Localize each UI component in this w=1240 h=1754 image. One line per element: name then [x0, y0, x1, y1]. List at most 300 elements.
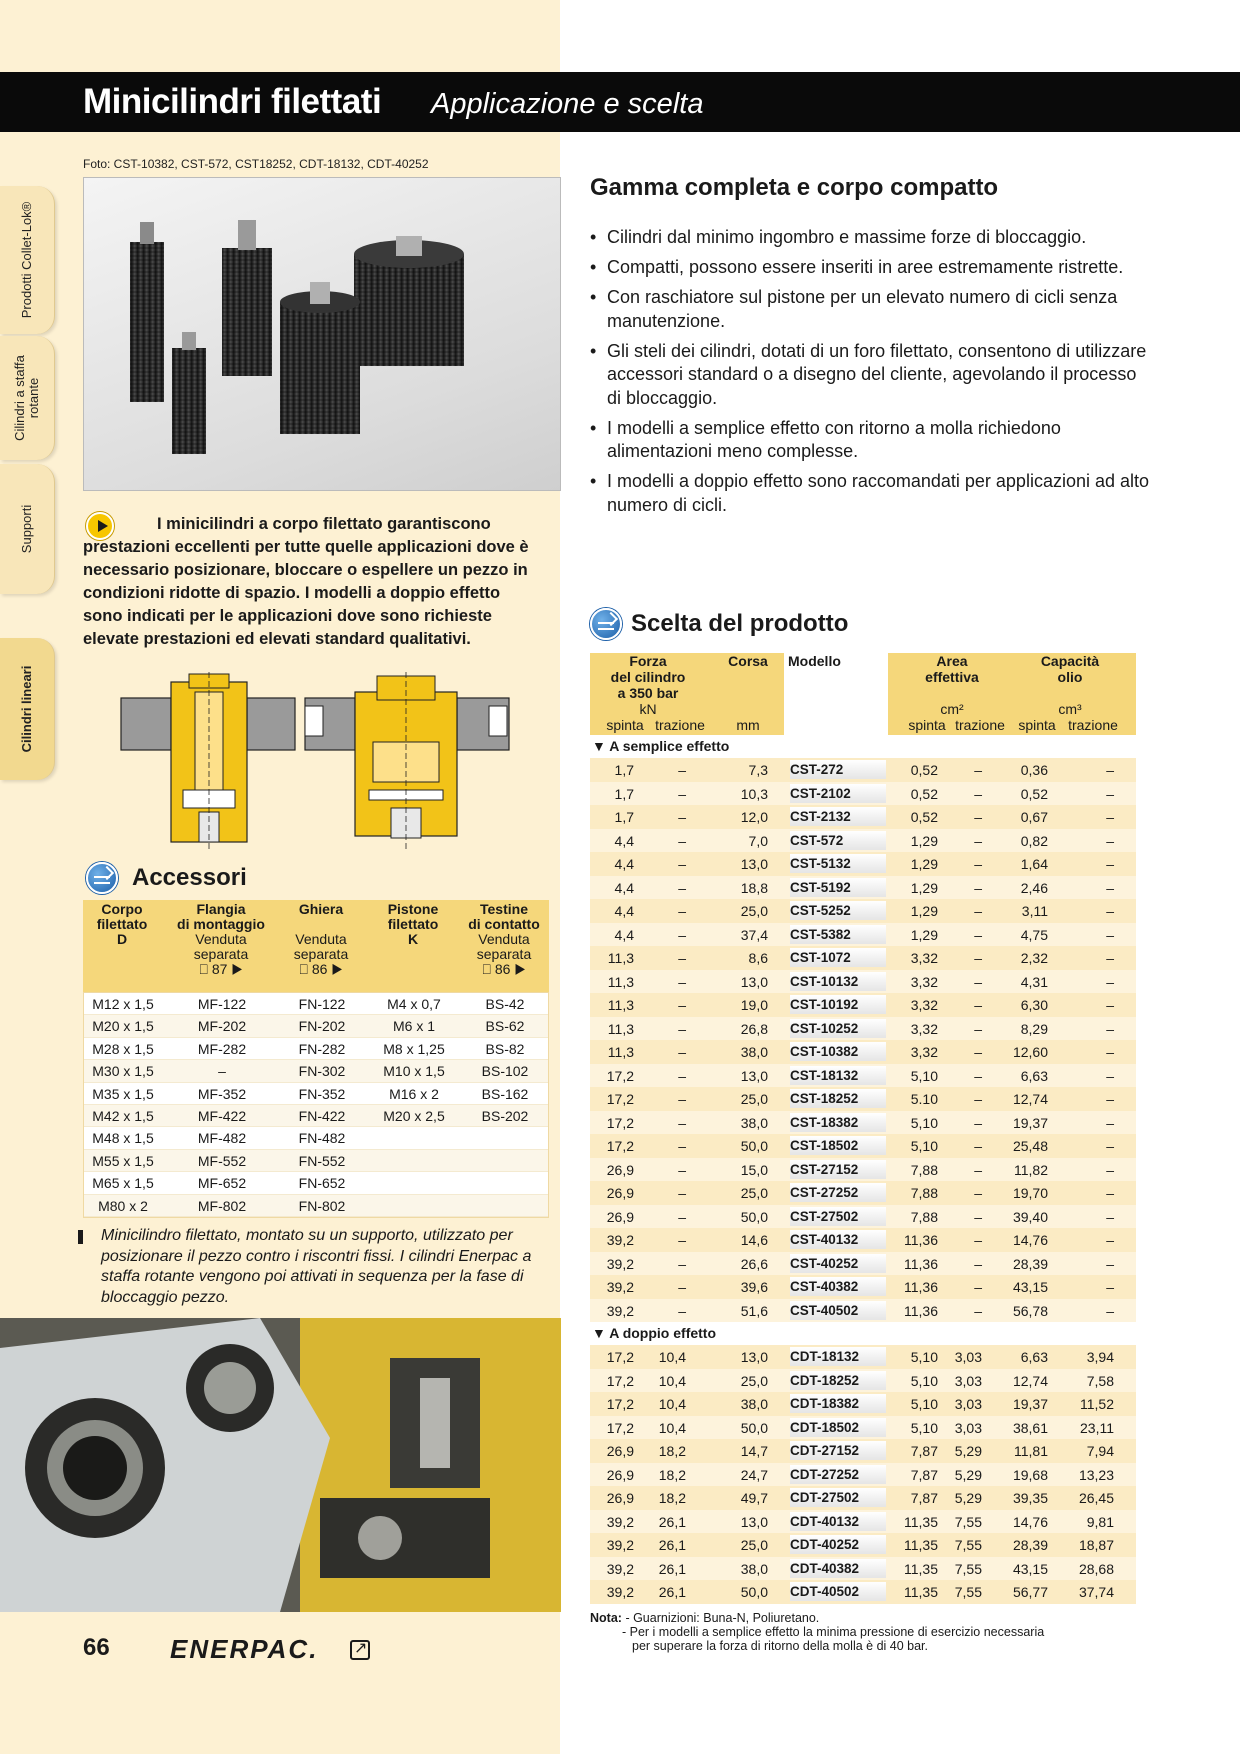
table-cell: 4,4	[614, 832, 634, 849]
page-title: Minicilindri filettati	[83, 82, 382, 121]
table-cell: 4,4	[614, 879, 634, 896]
model-code: CST-18132	[790, 1066, 886, 1085]
table-cell: 1,29	[910, 832, 938, 849]
model-code: CDT-18132	[790, 1347, 886, 1366]
application-photo	[0, 1318, 561, 1612]
accessories-table-header	[83, 900, 549, 992]
table-cell: 19,70	[1012, 1185, 1048, 1201]
table-cell: –	[1106, 856, 1114, 872]
table-group-rows	[590, 1345, 1136, 1604]
table-cell: 7,0	[748, 832, 768, 849]
model-code: CST-40252	[790, 1254, 886, 1273]
header-note: Venduta separata	[293, 931, 349, 962]
table-cell: 5,10	[910, 1396, 938, 1412]
table-row	[590, 1510, 1136, 1534]
table-cell: 1,29	[910, 879, 938, 896]
accessory-cell: FN-302	[298, 1063, 346, 1080]
accessory-row	[84, 1038, 548, 1060]
table-cell: 39,2	[606, 1255, 634, 1272]
table-cell: 3,03	[954, 1372, 982, 1389]
side-tab-label: Prodotti Collet-Lok®	[19, 201, 34, 319]
accessory-cell: MF-422	[197, 1107, 247, 1124]
table-row	[590, 1486, 1136, 1510]
globe-icon	[86, 862, 118, 894]
side-tab-collet-lok[interactable]	[0, 186, 55, 334]
accessory-cell: FN-352	[298, 1085, 346, 1102]
table-cell: 10,4	[658, 1372, 686, 1389]
table-cell: 0,52	[910, 785, 938, 802]
header-label: di montaggio	[177, 916, 265, 932]
table-cell: –	[678, 903, 686, 919]
table-cell: 7,88	[910, 1161, 938, 1178]
table-cell: 0,67	[1020, 809, 1048, 825]
table-cell: 25,0	[740, 1537, 768, 1553]
accessory-cell: FN-202	[298, 1018, 346, 1035]
table-cell: –	[1106, 1232, 1114, 1248]
table-cell: –	[974, 1161, 982, 1178]
header-sub: trazione	[955, 717, 1005, 733]
model-code: CDT-27252	[790, 1465, 886, 1484]
side-tab-supporti[interactable]	[0, 464, 55, 594]
accessory-cell: M55 x 1,5	[92, 1152, 154, 1169]
header-label: filettato	[96, 916, 148, 932]
table-row	[590, 1345, 1136, 1369]
table-cell: 28,68	[1078, 1560, 1114, 1577]
table-row	[590, 1369, 1136, 1393]
accessory-cell: FN-422	[298, 1107, 346, 1124]
table-cell: –	[974, 1020, 982, 1037]
table-cell: 5,10	[910, 1419, 938, 1436]
table-cell: 3,03	[954, 1396, 982, 1412]
accessories-table-body	[83, 992, 549, 1218]
accessory-cell: M4 x 0,7	[387, 996, 441, 1012]
note-line: - Per i modelli a semplice effetto la minima pressione di esercizio necessaria	[622, 1625, 1045, 1639]
table-cell: 1,7	[614, 809, 634, 825]
table-cell: 17,2	[606, 1396, 634, 1412]
table-cell: 3,32	[910, 973, 938, 990]
table-cell: 5,10	[910, 1067, 938, 1084]
accessory-cell: M65 x 1,5	[92, 1175, 154, 1192]
table-cell: –	[1106, 926, 1114, 943]
table-cell: 56,78	[1012, 1302, 1048, 1319]
table-cell: 7,55	[954, 1584, 982, 1600]
table-cell: 39,2	[606, 1560, 634, 1577]
table-cell: 10,4	[658, 1419, 686, 1436]
accessory-row	[84, 1105, 548, 1127]
accessory-cell: MF-352	[197, 1085, 247, 1102]
table-group-rows	[590, 758, 1136, 1322]
table-cell: –	[678, 1138, 686, 1154]
accessory-cell: MF-652	[197, 1175, 247, 1192]
table-cell: 1,64	[1020, 856, 1048, 872]
side-tab-label: Cilindri lineari	[19, 665, 34, 753]
header-label: di contatto	[468, 916, 540, 932]
header-sub: trazione	[1068, 717, 1118, 733]
page-ref-text: 86 ▶	[494, 961, 526, 977]
table-cell: –	[974, 1091, 982, 1107]
table-cell: –	[1106, 832, 1114, 849]
table-cell: –	[1106, 1138, 1114, 1154]
table-row	[590, 758, 1136, 782]
page-ref[interactable]	[459, 962, 549, 977]
table-cell: 28,39	[1012, 1537, 1048, 1553]
table-cell: 8,29	[1020, 1020, 1048, 1037]
table-cell: 25,0	[740, 1185, 768, 1201]
intro-text: I minicilindri a corpo filettato garantiscono prestazioni eccellenti per tutte quelle applicazioni dove è necessario posizionare, bloccare o espellere un pezzo in condizioni ridotte di spazio. I modelli a doppio effetto sono indicati per le applicazioni dove sono richieste elevate prestazioni ed elevati standard qualitativi.	[83, 515, 529, 648]
table-cell: –	[1106, 879, 1114, 896]
accessory-cell: M30 x 1,5	[92, 1063, 154, 1080]
accessory-cell: BS-82	[485, 1040, 525, 1057]
table-cell: 5,29	[954, 1490, 982, 1506]
page-number: 66	[83, 1634, 110, 1661]
table-cell: 4,31	[1020, 973, 1048, 990]
table-cell: 7,87	[910, 1490, 938, 1506]
note-line: - Guarnizioni: Buna-N, Poliuretano.	[625, 1611, 820, 1625]
table-cell: 12,60	[1012, 1044, 1048, 1060]
table-row	[590, 1134, 1136, 1158]
table-cell: 15,0	[740, 1161, 768, 1178]
table-cell: –	[678, 832, 686, 849]
header-forza	[600, 653, 696, 717]
table-row	[590, 970, 1136, 994]
table-cell: 7,58	[1086, 1372, 1114, 1389]
table-cell: –	[1106, 903, 1114, 919]
table-cell: 3,32	[910, 1044, 938, 1060]
table-cell: 17,2	[606, 1419, 634, 1436]
table-cell: 13,23	[1078, 1466, 1114, 1483]
accessory-cell: M42 x 1,5	[92, 1107, 154, 1124]
header-unit: mm	[736, 717, 760, 733]
table-row	[590, 899, 1136, 923]
table-row	[590, 1439, 1136, 1463]
feature-bullet: • I modelli a semplice effetto con ritorno a molla richiedono alimentazioni meno complesse.	[590, 417, 1150, 464]
table-cell: –	[678, 1020, 686, 1037]
table-cell: 4,75	[1020, 926, 1048, 943]
table-cell: 13,0	[740, 1067, 768, 1084]
table-cell: 43,15	[1012, 1560, 1048, 1577]
table-cell: 13,0	[740, 1349, 768, 1365]
product-photo	[83, 177, 561, 491]
table-cell: –	[974, 1185, 982, 1201]
header-label: olio	[1057, 669, 1083, 685]
table-cell: 17,2	[606, 1114, 634, 1131]
table-cell: 7,87	[910, 1443, 938, 1459]
caption-marker	[78, 1230, 83, 1244]
table-cell: 25,0	[740, 1091, 768, 1107]
table-cell: 26,1	[658, 1537, 686, 1553]
photo-caption-text: Minicilindro filettato, montato su un supporto, utilizzato per posizionare il pezzo contro i riscontri fissi. I cilindri Enerpac a staffa rotante vengono poi attivati in sequenza per la fase di bloccaggio pezzo.	[101, 1227, 532, 1306]
table-row	[590, 1463, 1136, 1487]
accessory-cell: MF-802	[197, 1197, 247, 1214]
accessory-cell: M80 x 2	[98, 1197, 148, 1214]
table-cell: –	[678, 1185, 686, 1201]
accessory-cell: BS-62	[485, 1018, 525, 1035]
header-label: K	[407, 931, 419, 947]
table-cell: 11,35	[904, 1537, 938, 1553]
table-row	[590, 829, 1136, 853]
accessory-cell: M28 x 1,5	[92, 1040, 154, 1057]
table-cell: 26,1	[658, 1584, 686, 1600]
table-cell: 14,6	[740, 1232, 768, 1248]
intro-paragraph	[83, 513, 543, 651]
table-cell: 5.10	[910, 1091, 938, 1107]
table-cell: 12,0	[740, 809, 768, 825]
table-cell: 1,7	[614, 785, 634, 802]
model-code: CST-18502	[790, 1136, 886, 1155]
header-label: Capacità	[1040, 653, 1100, 669]
table-cell: –	[678, 973, 686, 990]
model-code: CST-5132	[790, 854, 886, 873]
table-cell: –	[974, 785, 982, 802]
table-cell: 4,4	[614, 903, 634, 919]
table-cell: –	[974, 1138, 982, 1154]
table-cell: –	[974, 832, 982, 849]
page-icon: ⎕	[482, 961, 491, 977]
acc-col-flangia	[173, 902, 269, 977]
table-cell: 2,32	[1020, 950, 1048, 966]
table-cell: –	[678, 1208, 686, 1225]
enerpac-logo: ENERPAC.	[170, 1634, 319, 1664]
accessory-row	[84, 1015, 548, 1037]
table-cell: –	[974, 1302, 982, 1319]
accessory-row	[84, 1127, 548, 1149]
table-cell: 39,2	[606, 1279, 634, 1295]
photo-credit: Foto: CST-10382, CST-572, CST18252, CDT-18132, CDT-40252	[83, 157, 429, 171]
accessory-cell: MF-202	[197, 1018, 247, 1035]
table-cell: 11,3	[607, 997, 634, 1013]
header-label: D	[116, 931, 128, 947]
feature-bullet: • Compatti, possono essere inseriti in aree estremamente ristrette.	[590, 256, 1150, 280]
table-cell: 3,32	[910, 1020, 938, 1037]
acc-col-testine	[459, 902, 549, 977]
accessory-cell: FN-282	[298, 1040, 346, 1057]
table-cell: –	[678, 1067, 686, 1084]
acc-col-pistone	[373, 902, 453, 947]
accessory-cell: M35 x 1,5	[92, 1085, 154, 1102]
table-cell: 13,0	[740, 973, 768, 990]
header-corsa	[718, 653, 778, 669]
table-row	[590, 1275, 1136, 1299]
table-cell: 9,81	[1086, 1513, 1114, 1530]
table-cell: 39,2	[606, 1584, 634, 1600]
header-label: filettato	[387, 916, 439, 932]
header-label: Pistone	[387, 901, 439, 917]
model-code: CDT-18252	[790, 1371, 886, 1390]
table-cell: –	[974, 973, 982, 990]
table-cell: 18,2	[658, 1466, 686, 1483]
table-cell: 14,76	[1012, 1513, 1048, 1530]
product-table-header	[590, 653, 1136, 735]
table-row	[590, 876, 1136, 900]
model-code: CST-5382	[790, 925, 886, 944]
model-code: CST-5252	[790, 901, 886, 920]
accessory-cell: BS-102	[481, 1063, 529, 1080]
header-sub: spinta	[606, 717, 644, 733]
table-row	[590, 1392, 1136, 1416]
table-cell: –	[1106, 973, 1114, 990]
model-code: CST-2132	[790, 807, 886, 826]
table-cell: –	[678, 762, 686, 778]
table-cell: 25,48	[1012, 1138, 1048, 1154]
header-capacita	[1010, 653, 1130, 685]
table-cell: –	[1106, 1067, 1114, 1084]
table-cell: 7,88	[910, 1208, 938, 1225]
table-row	[590, 1580, 1136, 1604]
table-cell: –	[1106, 762, 1114, 778]
table-cell: –	[1106, 1161, 1114, 1178]
table-cell: 39,35	[1012, 1490, 1048, 1506]
table-row	[590, 1158, 1136, 1182]
table-cell: 10,4	[658, 1349, 686, 1365]
table-cell: 13,0	[740, 1513, 768, 1530]
table-cell: 11,3	[607, 1020, 634, 1037]
table-row	[590, 1205, 1136, 1229]
table-cell: 56,77	[1012, 1584, 1048, 1600]
table-row	[590, 782, 1136, 806]
table-cell: –	[678, 1114, 686, 1131]
table-cell: 25,0	[740, 903, 768, 919]
table-cell: –	[974, 903, 982, 919]
table-cell: –	[974, 997, 982, 1013]
table-cell: 4,4	[614, 856, 634, 872]
table-cell: 26,1	[658, 1513, 686, 1530]
header-label: Corsa	[728, 653, 768, 669]
features-list	[590, 226, 1150, 524]
table-cell: 24,7	[740, 1466, 768, 1483]
table-cell: 5,10	[910, 1349, 938, 1365]
page-ref[interactable]	[173, 962, 269, 977]
header-label: a 350 bar	[617, 685, 679, 701]
header-area	[896, 653, 1008, 685]
photo-caption	[83, 1226, 548, 1308]
header-note: Venduta separata	[193, 931, 249, 962]
table-cell: 23,11	[1080, 1419, 1114, 1436]
header-label: Forza	[629, 653, 667, 669]
table-cell: 18,2	[658, 1490, 686, 1506]
table-cell: –	[1106, 1279, 1114, 1295]
table-cell: –	[1106, 1044, 1114, 1060]
table-cell: 7,87	[910, 1466, 938, 1483]
model-code: CST-18382	[790, 1113, 886, 1132]
header-unit: cm²	[940, 701, 964, 717]
table-row	[590, 1252, 1136, 1276]
model-code: CST-40132	[790, 1230, 886, 1249]
table-cell: 6,63	[1020, 1067, 1048, 1084]
accessory-cell: M10 x 1,5	[383, 1063, 445, 1080]
table-cell: 38,0	[740, 1044, 768, 1060]
table-cell: 38,0	[740, 1560, 768, 1577]
page-icon: ⎕	[199, 961, 208, 977]
table-cell: 1,29	[910, 856, 938, 872]
table-cell: 14,76	[1012, 1232, 1048, 1248]
table-cell: –	[1106, 1114, 1114, 1131]
table-cell: 49,7	[740, 1490, 768, 1506]
header-unit: cm³	[1058, 701, 1082, 717]
note-line: per superare la forza di ritorno della molla è di 40 bar.	[632, 1639, 928, 1653]
table-cell: 11,82	[1014, 1161, 1048, 1178]
side-tab-cilindri-lineari[interactable]	[0, 638, 55, 780]
header-label: Corpo	[101, 901, 143, 917]
table-cell: 11,3	[607, 973, 634, 990]
model-code: CST-10382	[790, 1042, 886, 1061]
table-cell: 7,55	[954, 1537, 982, 1553]
table-cell: 3,94	[1086, 1349, 1114, 1365]
table-cell: –	[678, 1044, 686, 1060]
table-row	[590, 1064, 1136, 1088]
table-group-label: ▼ A doppio effetto	[592, 1325, 717, 1341]
model-code: CST-18252	[790, 1089, 886, 1108]
header-label: del cilindro	[610, 669, 686, 685]
cross-section-drawings	[115, 672, 515, 852]
table-cell: 26,9	[606, 1161, 634, 1178]
feature-bullet: • Cilindri dal minimo ingombro e massime forze di bloccaggio.	[590, 226, 1150, 250]
table-row	[590, 805, 1136, 829]
table-row	[590, 1111, 1136, 1135]
table-cell: –	[1106, 785, 1114, 802]
table-cell: –	[678, 1302, 686, 1319]
accessories-title: Accessori	[132, 864, 247, 891]
table-note	[590, 1611, 1044, 1653]
table-cell: 7,55	[954, 1513, 982, 1530]
table-cell: 17,2	[606, 1067, 634, 1084]
table-row	[590, 1087, 1136, 1111]
table-cell: –	[974, 879, 982, 896]
table-cell: –	[678, 879, 686, 896]
product-selection-table	[590, 653, 1136, 1604]
table-cell: 39,6	[740, 1279, 768, 1295]
table-cell: 6,30	[1020, 997, 1048, 1013]
table-cell: –	[1106, 1302, 1114, 1319]
page-ref[interactable]	[279, 962, 363, 977]
table-cell: 1,29	[910, 903, 938, 919]
table-cell: 11,81	[1014, 1443, 1048, 1459]
external-link-icon	[350, 1640, 370, 1660]
table-cell: 39,2	[606, 1537, 634, 1553]
model-code: CST-1072	[790, 948, 886, 967]
table-cell: –	[974, 809, 982, 825]
table-cell: 26,9	[606, 1208, 634, 1225]
table-cell: 26,9	[606, 1185, 634, 1201]
accessory-cell: FN-552	[298, 1152, 346, 1169]
table-cell: 0,52	[910, 762, 938, 778]
table-cell: 19,37	[1012, 1396, 1048, 1412]
model-code: CDT-40382	[790, 1559, 886, 1578]
table-cell: 39,2	[606, 1513, 634, 1530]
table-cell: –	[678, 856, 686, 872]
header-label: Area	[936, 653, 968, 669]
accessory-row	[84, 1150, 548, 1172]
model-code: CST-272	[790, 760, 886, 779]
table-cell: 19,37	[1012, 1114, 1048, 1131]
model-code: CST-27502	[790, 1207, 886, 1226]
table-cell: 28,39	[1012, 1255, 1048, 1272]
model-code: CST-10192	[790, 995, 886, 1014]
header-label: effettiva	[925, 669, 979, 685]
table-cell: 38,0	[740, 1396, 768, 1412]
table-cell: –	[678, 809, 686, 825]
table-row	[590, 852, 1136, 876]
side-tab-cilindri-staffa[interactable]	[0, 336, 55, 460]
table-cell: 7,3	[748, 762, 768, 778]
model-code: CST-10132	[790, 972, 886, 991]
table-row	[590, 923, 1136, 947]
table-cell: 26,8	[740, 1020, 768, 1037]
table-cell: 19,0	[740, 997, 768, 1013]
table-cell: 39,2	[606, 1302, 634, 1319]
table-cell: 37,74	[1078, 1584, 1114, 1600]
accessory-cell: MF-122	[197, 996, 247, 1012]
accessory-cell: M20 x 2,5	[383, 1107, 445, 1124]
